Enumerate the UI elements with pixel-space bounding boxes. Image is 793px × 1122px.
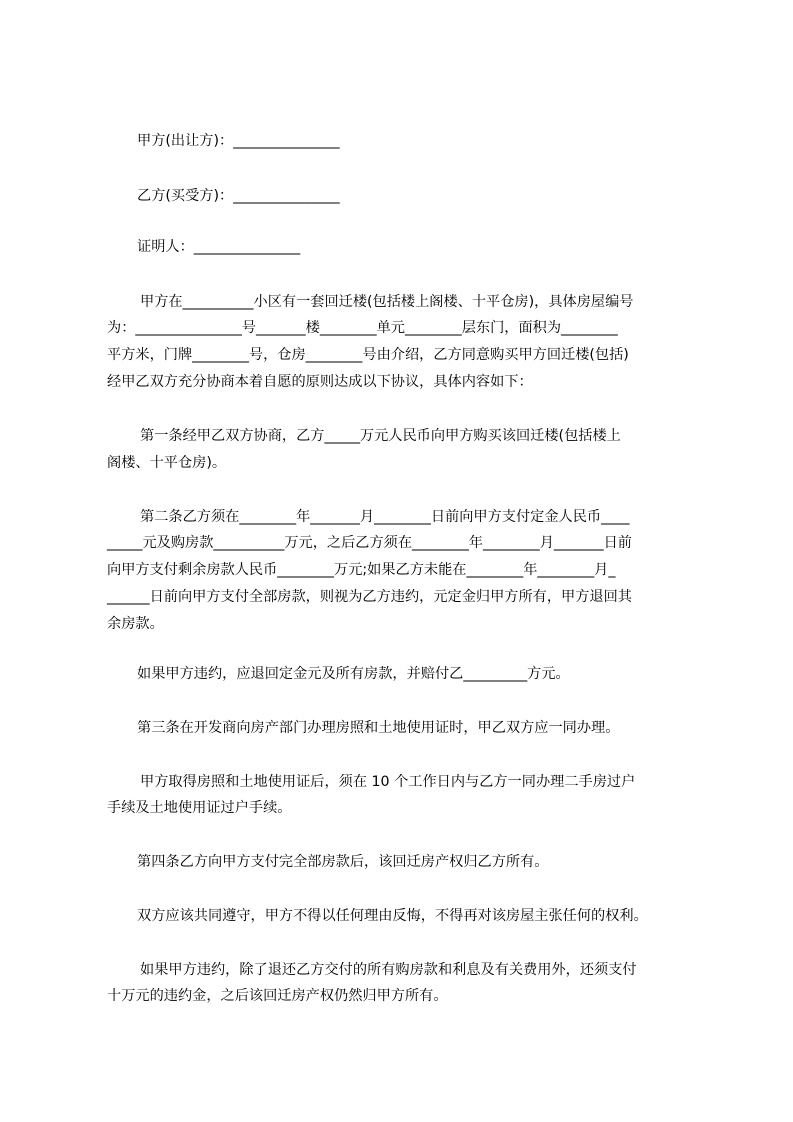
article-2-line: ______日前向甲方支付全部房款，则视为乙方违约，元定金归甲方所有，甲方退回其 <box>107 589 632 605</box>
article-3-paragraph: 第三条在开发商向房产部门办理房照和土地使用证时，甲乙双方应一同办理。 <box>137 720 620 736</box>
article-3-detail-line: 甲方取得房照和土地使用证后，须在 10 个工作日内与乙方一同办理二手房过户 <box>140 774 636 790</box>
intro-line: 经甲乙双方充分协商本着自愿的原则达成以下协议，具体内容如下： <box>107 374 533 390</box>
article-2-line: 余房款。 <box>107 616 164 632</box>
intro-line: 平方米，门牌________号，仓房________号由介绍，乙方同意购买甲方回迁楼(包括) <box>107 347 629 363</box>
compliance-paragraph: 双方应该共同遵守，甲方不得以任何理由反悔，不得再对该房屋主张任何的权利。 <box>137 908 648 924</box>
article-4-paragraph: 第四条乙方向甲方支付完全部房款后，该回迁房产权归乙方所有。 <box>137 854 549 870</box>
breach-a-penalty-line: 如果甲方违约，除了退还乙方交付的所有购房款和利息及有关费用外，还须支付 <box>140 962 637 978</box>
article-3-detail-line: 手续及土地使用证过户手续。 <box>107 800 292 816</box>
intro-line: 甲方在__________小区有一套回迁楼(包括楼上阁楼、十平仓房)，具体房屋编号 <box>140 294 634 310</box>
article-1-line: 阁楼、十平仓房)。 <box>107 455 227 471</box>
article-2-line: _____元及购房款__________万元，之后乙方须在________年________月_______日前 <box>107 535 632 551</box>
party-b-line: 乙方(买受方)：_______________ <box>137 188 340 204</box>
article-2-line: 向甲方支付剩余房款人民币________万元;如果乙方未能在________年________月_ <box>107 562 616 578</box>
party-a-line: 甲方(出让方)：_______________ <box>137 133 340 149</box>
intro-line: 为：_______________号_______楼________单元________层东门，面积为________ <box>107 320 618 336</box>
article-1-line: 第一条经甲乙双方协商，乙方_____万元人民币向甲方购买该回迁楼(包括楼上 <box>140 428 621 444</box>
article-2-line: 第二条乙方须在________年_______月________日前向甲方支付定金人民币____ <box>140 509 630 525</box>
breach-a-deposit-paragraph: 如果甲方违约，应退回定金元及所有房款，并赔付乙_________方元。 <box>137 666 570 682</box>
breach-a-penalty-line: 十万元的违约金，之后该回迁房产权仍然归甲方所有。 <box>107 988 448 1004</box>
witness-line: 证明人：_______________ <box>137 239 301 255</box>
